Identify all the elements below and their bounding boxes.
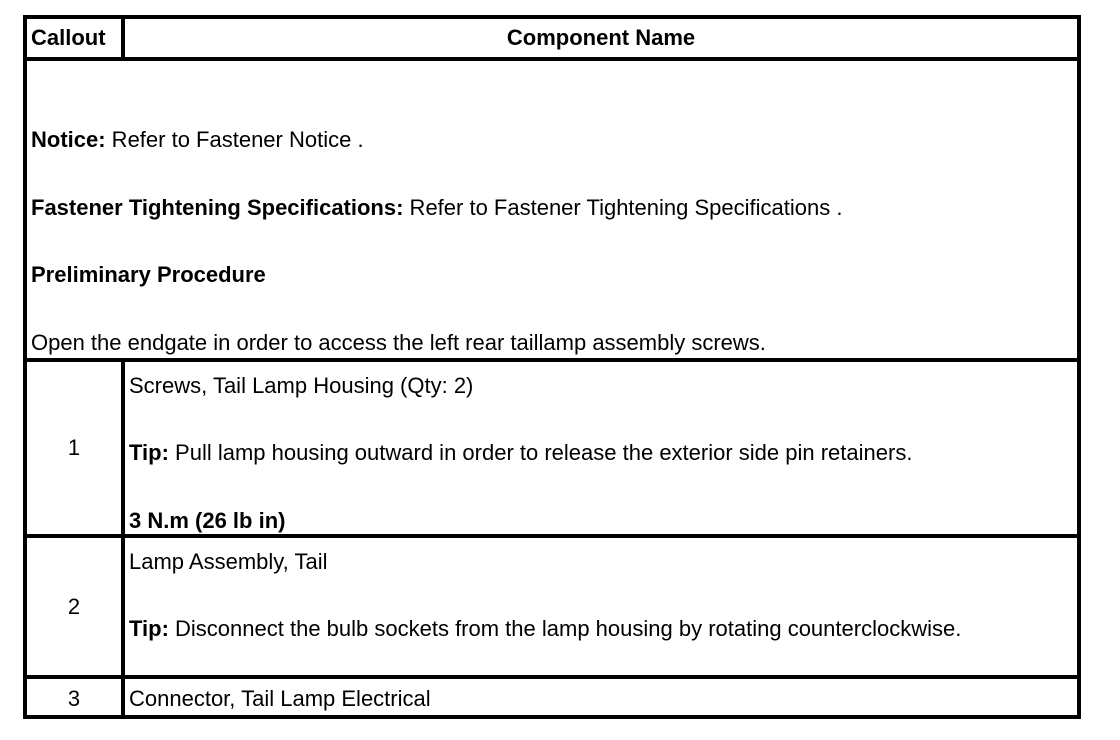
tip-label: Tip:	[129, 616, 169, 641]
tip-line	[129, 440, 912, 466]
component-table	[23, 15, 1081, 719]
header-row	[27, 19, 1077, 57]
fastener-spec-text: Refer to Fastener Tightening Specifications .	[403, 195, 843, 220]
column-divider	[121, 362, 125, 534]
table-row	[27, 362, 1077, 534]
callout-number: 1	[67, 435, 81, 460]
callout-number: 2	[67, 593, 81, 619]
torque-spec: 3 N.m (26 lb in)	[129, 508, 286, 533]
preliminary-procedure-text: Open the endgate in order to access the left rear taillamp assembly screws.	[31, 330, 766, 355]
component-name-column-header: Component Name	[506, 25, 696, 50]
callout-column-header: Callout	[31, 25, 106, 50]
component-name: Lamp Assembly, Tail	[129, 549, 328, 574]
column-divider	[121, 679, 125, 719]
tip-label: Tip:	[129, 440, 169, 465]
tip-text: Pull lamp housing outward in order to release the exterior side pin retainers.	[168, 440, 913, 465]
table-row	[27, 679, 1077, 719]
column-divider	[121, 538, 125, 675]
notice-label: Notice:	[31, 127, 106, 152]
tip-text: Disconnect the bulb sockets from the lamp housing by rotating counterclockwise.	[168, 616, 962, 641]
table-row	[27, 538, 1077, 675]
component-name: Connector, Tail Lamp Electrical	[129, 686, 431, 711]
preliminary-procedure-heading: Preliminary Procedure	[31, 262, 266, 287]
tip-line	[129, 616, 961, 642]
notice-text: Refer to Fastener Notice .	[105, 127, 364, 152]
component-name: Screws, Tail Lamp Housing (Qty: 2)	[129, 373, 474, 398]
fastener-spec-line	[31, 195, 842, 221]
callout-number: 3	[67, 686, 81, 711]
fastener-spec-label: Fastener Tightening Specifications:	[31, 195, 404, 220]
notice-line	[31, 127, 364, 153]
header-divider	[121, 19, 125, 57]
intro-section	[27, 61, 1077, 358]
